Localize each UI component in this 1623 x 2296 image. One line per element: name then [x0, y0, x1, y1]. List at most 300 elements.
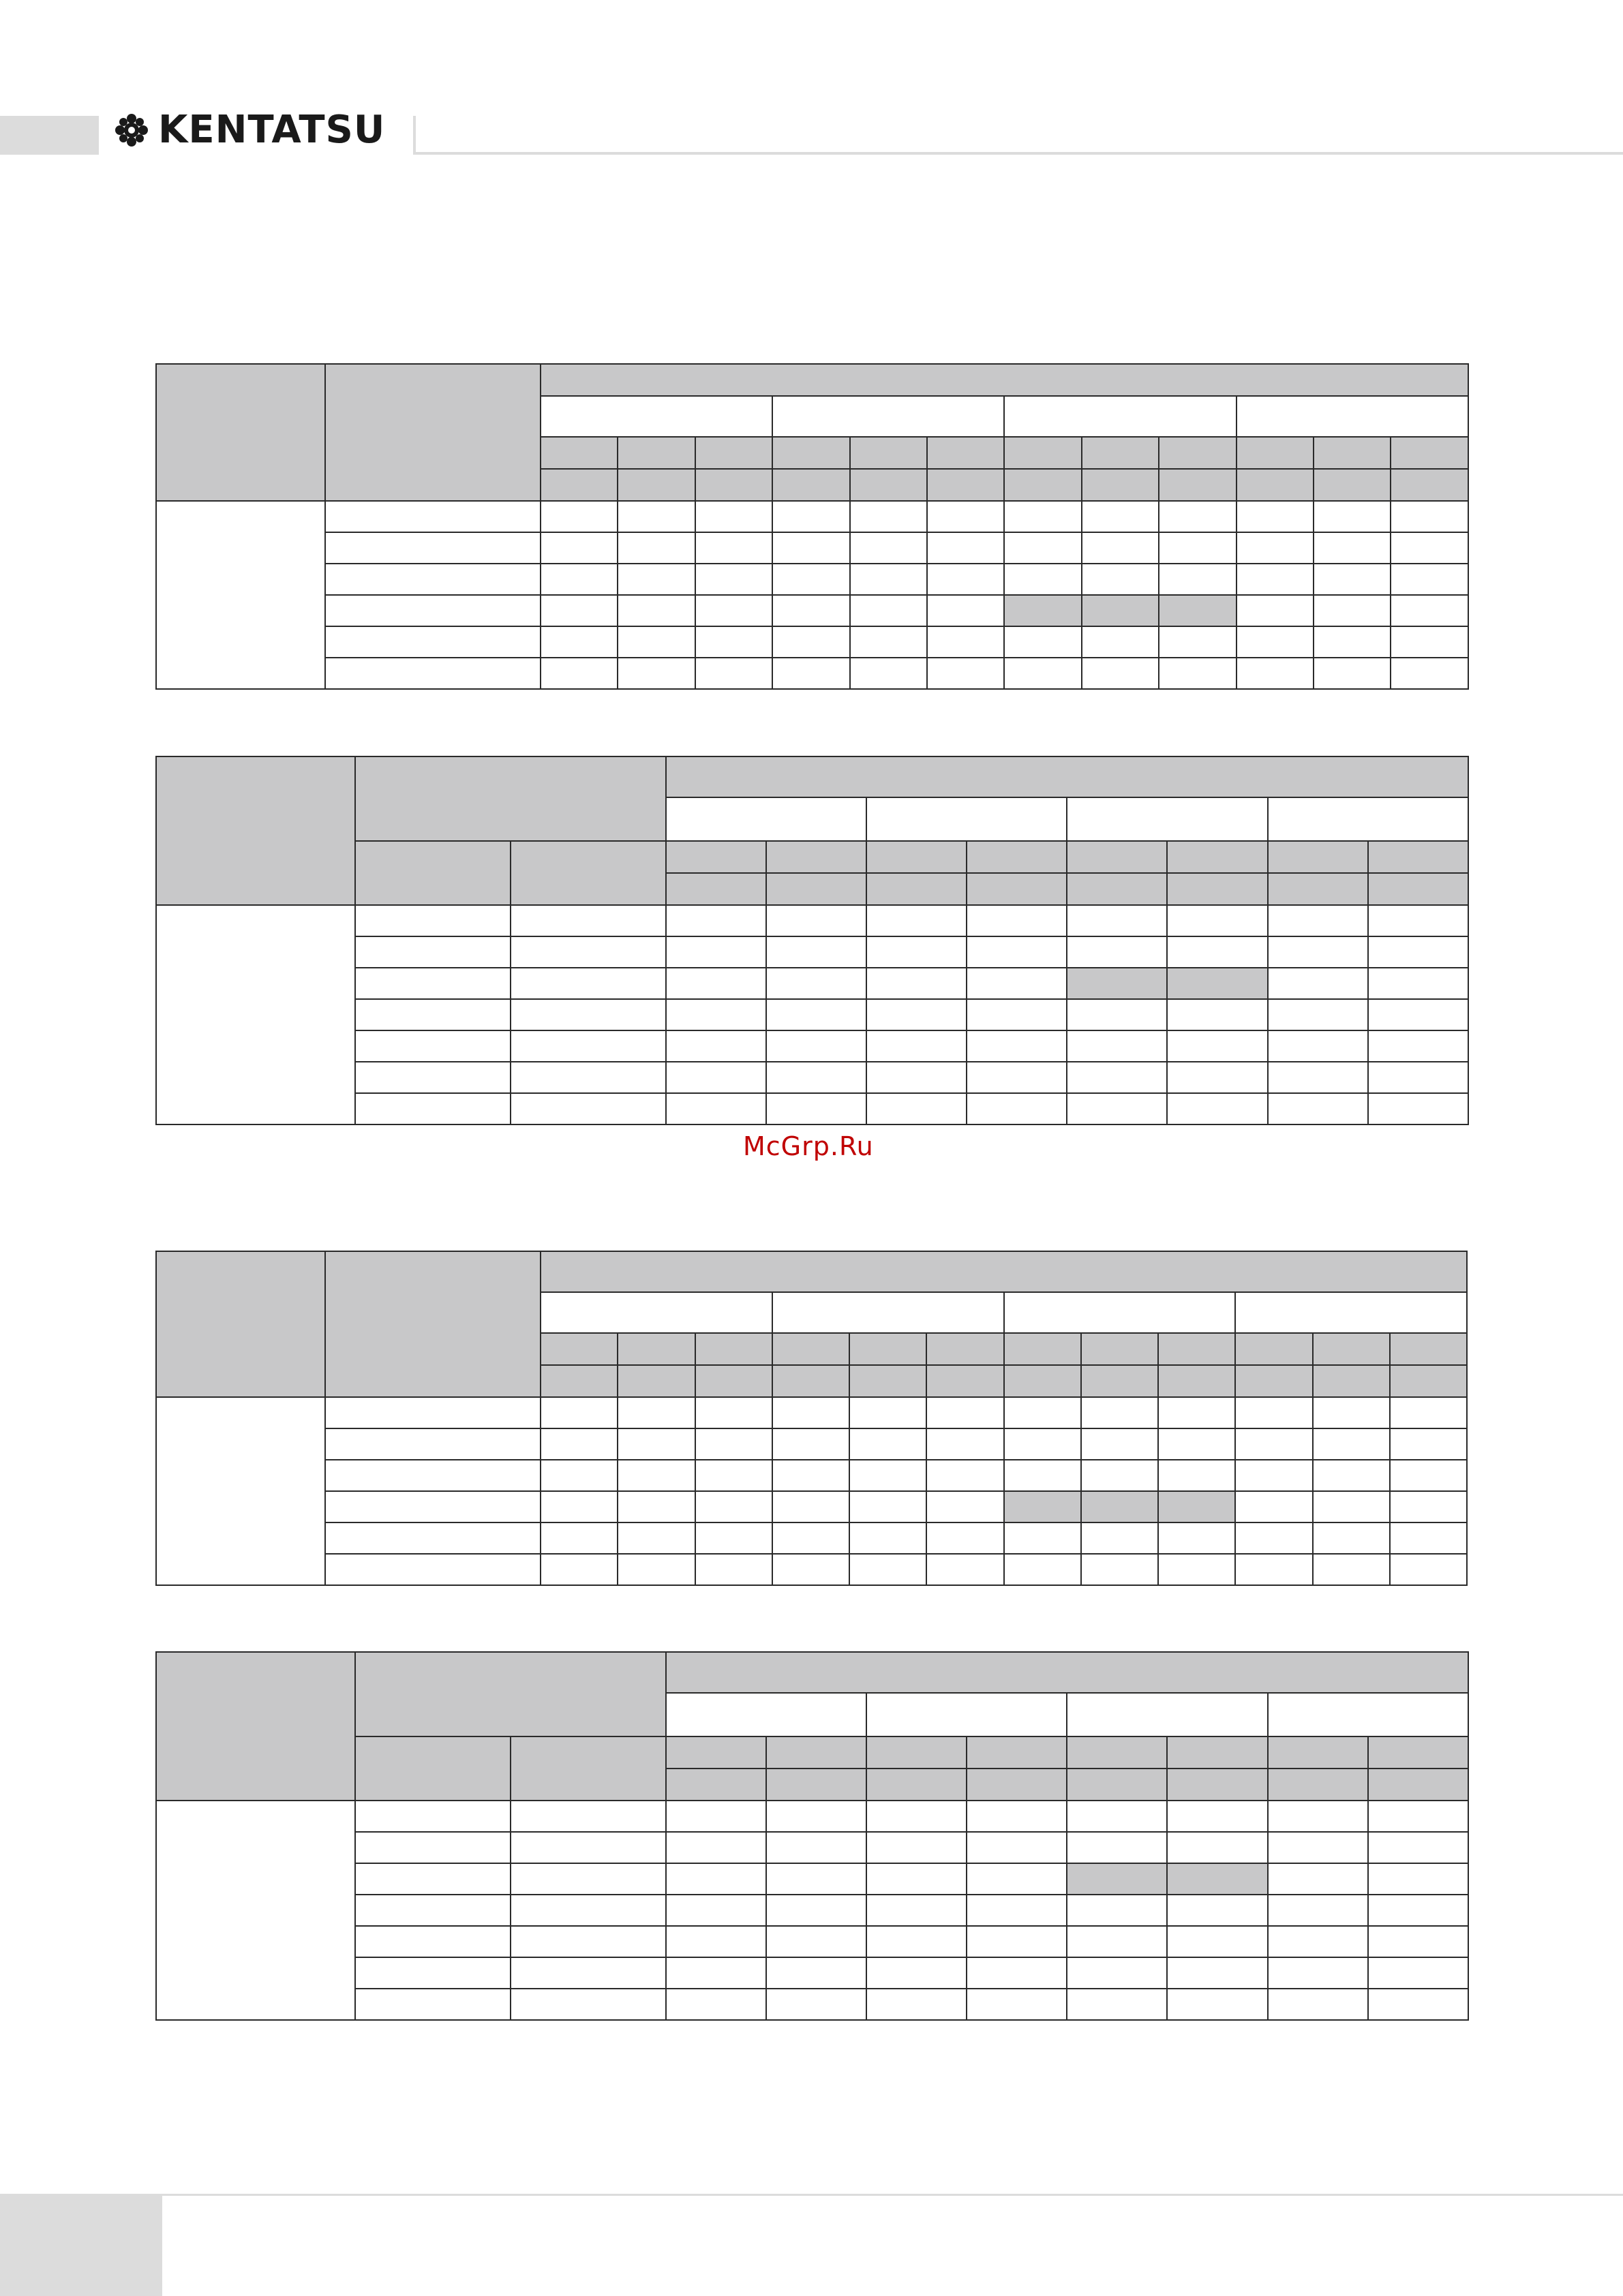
header-cell: [666, 873, 766, 905]
table-cell: [1081, 1428, 1158, 1460]
table-cell: [766, 1093, 866, 1124]
header-cell: [618, 1365, 695, 1397]
header-cell: [1081, 1365, 1158, 1397]
table-cell: [1237, 658, 1314, 689]
table-cell: [772, 564, 849, 595]
table-cell: [325, 532, 541, 564]
table-cell: [511, 1030, 666, 1062]
table-cell: [695, 532, 772, 564]
shaded-cell: [1167, 1863, 1267, 1895]
header-cell: [967, 873, 1067, 905]
table-cell: [511, 999, 666, 1030]
table-cell: [967, 1863, 1067, 1895]
table-cell: [325, 1491, 541, 1522]
table-cell: [666, 905, 766, 936]
table-cell: [1004, 1397, 1081, 1428]
table-cell: [511, 905, 666, 936]
header-cell: [355, 841, 511, 905]
table-cell: [1082, 532, 1159, 564]
table-cell: [1268, 1957, 1368, 1989]
table-cell: [1235, 1554, 1312, 1585]
table-cell: [849, 1554, 926, 1585]
table-cell: [541, 1460, 618, 1491]
table-cell: [511, 1926, 666, 1957]
table-cell: [850, 532, 927, 564]
header-cell: [967, 1769, 1067, 1801]
table-cell: [766, 1895, 866, 1926]
table-cell: [866, 1030, 967, 1062]
header-cell: [1368, 841, 1468, 873]
table-cell: [1314, 564, 1391, 595]
table-cell: [618, 1491, 695, 1522]
table-cell: [695, 658, 772, 689]
header-cell: [355, 1736, 511, 1801]
header-cell: [1390, 1365, 1467, 1397]
header-cell: [325, 364, 541, 501]
table-cell: [766, 905, 866, 936]
table-cell: [866, 1895, 967, 1926]
table-cell: [541, 532, 618, 564]
header-cell: [1237, 437, 1314, 469]
group-cell: [1067, 1693, 1267, 1736]
table-cell: [1167, 1093, 1267, 1124]
table-cell: [1237, 626, 1314, 658]
table-cell: [766, 1989, 866, 2020]
shaded-cell: [1004, 595, 1081, 626]
table-cell: [1067, 999, 1167, 1030]
table-cell: [511, 1989, 666, 2020]
header-cell: [355, 1652, 666, 1736]
table-cell: [355, 1062, 511, 1093]
table-cell: [1368, 1801, 1468, 1832]
table-cell: [618, 1522, 695, 1554]
header-cell: [766, 1769, 866, 1801]
header-cell: [1167, 1769, 1267, 1801]
table-row: [156, 1491, 1467, 1522]
table-cell: [866, 1926, 967, 1957]
table-row: [156, 1397, 1467, 1428]
table-cell: [967, 1926, 1067, 1957]
table-cell: [772, 626, 849, 658]
header-cell: [766, 873, 866, 905]
table-cell: [1268, 968, 1368, 999]
table-cell: [1391, 595, 1468, 626]
table-cell: [1368, 1895, 1468, 1926]
table-cell: [618, 658, 695, 689]
table-cell: [1268, 1895, 1368, 1926]
header-cell: [618, 469, 695, 501]
group-cell: [1004, 396, 1236, 437]
table-row: [156, 905, 1468, 936]
table-cell: [695, 1397, 772, 1428]
header-cell: [1313, 1365, 1390, 1397]
table-cell: [772, 1460, 849, 1491]
table-cell: [1004, 1428, 1081, 1460]
table-cell: [866, 1093, 967, 1124]
table-cell: [1390, 1428, 1467, 1460]
table-cell: [666, 1801, 766, 1832]
table-cell: [666, 1863, 766, 1895]
table-cell: [695, 595, 772, 626]
table-cell: [926, 1522, 1003, 1554]
table-cell: [967, 1957, 1067, 1989]
table-cell: [1314, 595, 1391, 626]
table-cell: [772, 595, 849, 626]
table-cell: [541, 1522, 618, 1554]
table-cell: [1235, 1397, 1312, 1428]
header-cell: [1167, 1736, 1267, 1769]
group-cell: [866, 797, 1067, 841]
header-cell: [1159, 437, 1236, 469]
header-cell: [1167, 841, 1267, 873]
table-cell: [1268, 1030, 1368, 1062]
table-cell: [967, 999, 1067, 1030]
table-cell: [355, 905, 511, 936]
table-cell: [541, 595, 618, 626]
table-row: [156, 595, 1468, 626]
table-cell: [967, 1895, 1067, 1926]
table-cell: [866, 936, 967, 968]
table-cell: [967, 1801, 1067, 1832]
table-cell: [967, 905, 1067, 936]
table-cell: [618, 1428, 695, 1460]
table-cell: [695, 564, 772, 595]
table-cell: [927, 501, 1004, 532]
table-cell: [1158, 1460, 1235, 1491]
brand-name: KENTATSU: [158, 108, 386, 152]
table-cell: [1158, 1554, 1235, 1585]
table-cell: [1237, 501, 1314, 532]
spec-table-1: [155, 363, 1469, 690]
table-row: [156, 1428, 1467, 1460]
table-cell: [1368, 1832, 1468, 1863]
header-cell: [666, 1736, 766, 1769]
table-cell: [325, 1554, 541, 1585]
table-cell: [1158, 1522, 1235, 1554]
table-cell: [325, 1428, 541, 1460]
table-cell: [1391, 501, 1468, 532]
table-cell: [1081, 1397, 1158, 1428]
row-group-cell: [156, 1801, 355, 2020]
table-cell: [355, 1801, 511, 1832]
header-cell: [666, 1652, 1468, 1693]
table-cell: [355, 1030, 511, 1062]
group-cell: [1268, 1693, 1468, 1736]
header-cell: [1004, 469, 1081, 501]
table-cell: [1082, 658, 1159, 689]
header-cell: [866, 841, 967, 873]
header-cell: [1067, 841, 1167, 873]
shaded-cell: [1158, 1491, 1235, 1522]
table-cell: [1268, 1801, 1368, 1832]
table-cell: [666, 1957, 766, 1989]
table-cell: [926, 1397, 1003, 1428]
spec-table-4: [155, 1651, 1469, 2021]
header-cell: [1081, 1333, 1158, 1365]
table-cell: [511, 936, 666, 968]
table-cell: [926, 1491, 1003, 1522]
table-cell: [1067, 1989, 1167, 2020]
table-cell: [355, 1926, 511, 1957]
table-cell: [325, 626, 541, 658]
table-cell: [618, 532, 695, 564]
table-cell: [1081, 1554, 1158, 1585]
table-cell: [772, 1554, 849, 1585]
table-cell: [541, 1554, 618, 1585]
table-cell: [766, 1863, 866, 1895]
header-cell: [666, 1769, 766, 1801]
table-cell: [325, 1397, 541, 1428]
table-cell: [1081, 1522, 1158, 1554]
header-cell: [926, 1365, 1003, 1397]
table-row: [156, 1554, 1467, 1585]
table-cell: [618, 626, 695, 658]
table-row: [156, 501, 1468, 532]
table-cell: [849, 1428, 926, 1460]
table-cell: [695, 626, 772, 658]
group-cell: [541, 396, 772, 437]
watermark: McGrp.Ru: [743, 1131, 874, 1161]
table-cell: [666, 1832, 766, 1863]
table-cell: [1313, 1397, 1390, 1428]
header-cell: [1368, 1736, 1468, 1769]
table-cell: [1390, 1397, 1467, 1428]
table-cell: [1159, 564, 1236, 595]
header-tab: [0, 116, 99, 155]
table-cell: [541, 626, 618, 658]
header-cell: [666, 756, 1468, 797]
shaded-cell: [1067, 1863, 1167, 1895]
header-cell: [1268, 1769, 1368, 1801]
table-cell: [511, 1093, 666, 1124]
header-cell: [695, 469, 772, 501]
table-cell: [1268, 905, 1368, 936]
table-cell: [1067, 1801, 1167, 1832]
table-cell: [850, 626, 927, 658]
row-group-cell: [156, 905, 355, 1124]
table-cell: [1268, 1832, 1368, 1863]
table-cell: [927, 595, 1004, 626]
table-cell: [666, 1062, 766, 1093]
group-cell: [772, 396, 1004, 437]
table-cell: [325, 564, 541, 595]
header-cell: [1314, 437, 1391, 469]
table-cell: [1082, 501, 1159, 532]
header-cell: [1391, 437, 1468, 469]
header-cell: [1004, 1365, 1081, 1397]
table-cell: [850, 658, 927, 689]
header-cell: [850, 469, 927, 501]
table-cell: [1390, 1554, 1467, 1585]
table-cell: [1067, 1062, 1167, 1093]
table-cell: [355, 936, 511, 968]
header-cell: [511, 841, 666, 905]
table-row: [156, 564, 1468, 595]
table-cell: [1004, 1522, 1081, 1554]
header-cell: [766, 841, 866, 873]
table-cell: [1313, 1491, 1390, 1522]
table-cell: [355, 1989, 511, 2020]
table-cell: [618, 501, 695, 532]
table-cell: [618, 564, 695, 595]
table-cell: [695, 1522, 772, 1554]
table-cell: [541, 1428, 618, 1460]
table-cell: [541, 501, 618, 532]
header-cell: [541, 437, 618, 469]
table-cell: [541, 1397, 618, 1428]
header-frame: [413, 116, 1623, 155]
table-cell: [926, 1460, 1003, 1491]
table-cell: [1237, 564, 1314, 595]
table-cell: [511, 1832, 666, 1863]
table-cell: [1167, 1926, 1267, 1957]
table-cell: [1268, 1863, 1368, 1895]
table-cell: [850, 595, 927, 626]
table-cell: [1004, 564, 1081, 595]
group-cell: [1235, 1292, 1467, 1333]
table-cell: [1167, 1062, 1267, 1093]
table-cell: [1067, 1030, 1167, 1062]
table-cell: [325, 501, 541, 532]
header-cell: [1067, 1736, 1167, 1769]
table-cell: [355, 999, 511, 1030]
header-cell: [1158, 1365, 1235, 1397]
table-cell: [325, 595, 541, 626]
header-cell: [1391, 469, 1468, 501]
header-cell: [967, 1736, 1067, 1769]
brand-logo: [115, 108, 386, 152]
table-cell: [772, 658, 849, 689]
table-cell: [1159, 658, 1236, 689]
table-cell: [666, 1030, 766, 1062]
header-cell: [1082, 437, 1159, 469]
table-cell: [1167, 1957, 1267, 1989]
table-cell: [1313, 1428, 1390, 1460]
table-cell: [1314, 501, 1391, 532]
table-cell: [1067, 1093, 1167, 1124]
header-row: [156, 1652, 1468, 1693]
table-cell: [1067, 1832, 1167, 1863]
table-cell: [866, 1957, 967, 1989]
table-cell: [1081, 1460, 1158, 1491]
table-cell: [967, 1030, 1067, 1062]
table-cell: [666, 1895, 766, 1926]
header-cell: [1237, 469, 1314, 501]
table-cell: [511, 968, 666, 999]
table-cell: [766, 936, 866, 968]
table-cell: [967, 1062, 1067, 1093]
table-cell: [1004, 658, 1081, 689]
table-cell: [849, 1460, 926, 1491]
header-cell: [866, 1769, 967, 1801]
header-cell: [1004, 1333, 1081, 1365]
table-cell: [1368, 1989, 1468, 2020]
table-cell: [1004, 532, 1081, 564]
table-cell: [1390, 1460, 1467, 1491]
table-cell: [1368, 1957, 1468, 1989]
header-cell: [766, 1736, 866, 1769]
header-row: [156, 1251, 1467, 1292]
table-cell: [766, 1801, 866, 1832]
table-cell: [1390, 1522, 1467, 1554]
table-cell: [1235, 1522, 1312, 1554]
table-cell: [1067, 905, 1167, 936]
table-cell: [1368, 1926, 1468, 1957]
header-cell: [666, 841, 766, 873]
table-cell: [1391, 626, 1468, 658]
table-cell: [695, 501, 772, 532]
header-row: [156, 756, 1468, 797]
table-cell: [766, 999, 866, 1030]
table-cell: [866, 968, 967, 999]
header-cell: [325, 1251, 541, 1397]
table-cell: [511, 1062, 666, 1093]
table-cell: [866, 1989, 967, 2020]
header-cell: [1235, 1333, 1312, 1365]
table-cell: [618, 1397, 695, 1428]
header-cell: [849, 1333, 926, 1365]
shaded-cell: [1159, 595, 1236, 626]
table-cell: [1391, 532, 1468, 564]
table-cell: [1067, 936, 1167, 968]
table-cell: [1391, 564, 1468, 595]
table-cell: [1368, 936, 1468, 968]
table-cell: [666, 1989, 766, 2020]
table-cell: [511, 1895, 666, 1926]
header-cell: [541, 469, 618, 501]
header-cell: [511, 1736, 666, 1801]
table-cell: [666, 1093, 766, 1124]
table-cell: [850, 501, 927, 532]
header-cell: [1314, 469, 1391, 501]
table-cell: [1268, 936, 1368, 968]
table-cell: [1313, 1522, 1390, 1554]
table-cell: [1314, 658, 1391, 689]
header-cell: [927, 437, 1004, 469]
group-cell: [866, 1693, 1067, 1736]
table-cell: [1313, 1554, 1390, 1585]
header-cell: [866, 1736, 967, 1769]
table-cell: [1268, 999, 1368, 1030]
table-row: [156, 532, 1468, 564]
header-cell: [541, 1333, 618, 1365]
table-cell: [1082, 626, 1159, 658]
table-cell: [1082, 564, 1159, 595]
spec-table-3: [155, 1251, 1468, 1586]
table-cell: [866, 1801, 967, 1832]
gear-flower-icon: [115, 113, 149, 147]
table-cell: [618, 1554, 695, 1585]
table-cell: [1237, 595, 1314, 626]
header-cell: [1368, 873, 1468, 905]
row-group-cell: [156, 501, 325, 689]
table-cell: [849, 1522, 926, 1554]
table-cell: [695, 1428, 772, 1460]
table-cell: [1314, 532, 1391, 564]
header-cell: [772, 1365, 849, 1397]
header-cell: [866, 873, 967, 905]
table-cell: [849, 1397, 926, 1428]
table-cell: [967, 1989, 1067, 2020]
table-cell: [1067, 1926, 1167, 1957]
table-cell: [927, 658, 1004, 689]
table-cell: [1167, 999, 1267, 1030]
table-cell: [926, 1428, 1003, 1460]
table-cell: [666, 968, 766, 999]
table-cell: [1167, 1895, 1267, 1926]
shaded-cell: [1167, 968, 1267, 999]
shaded-cell: [1081, 1491, 1158, 1522]
